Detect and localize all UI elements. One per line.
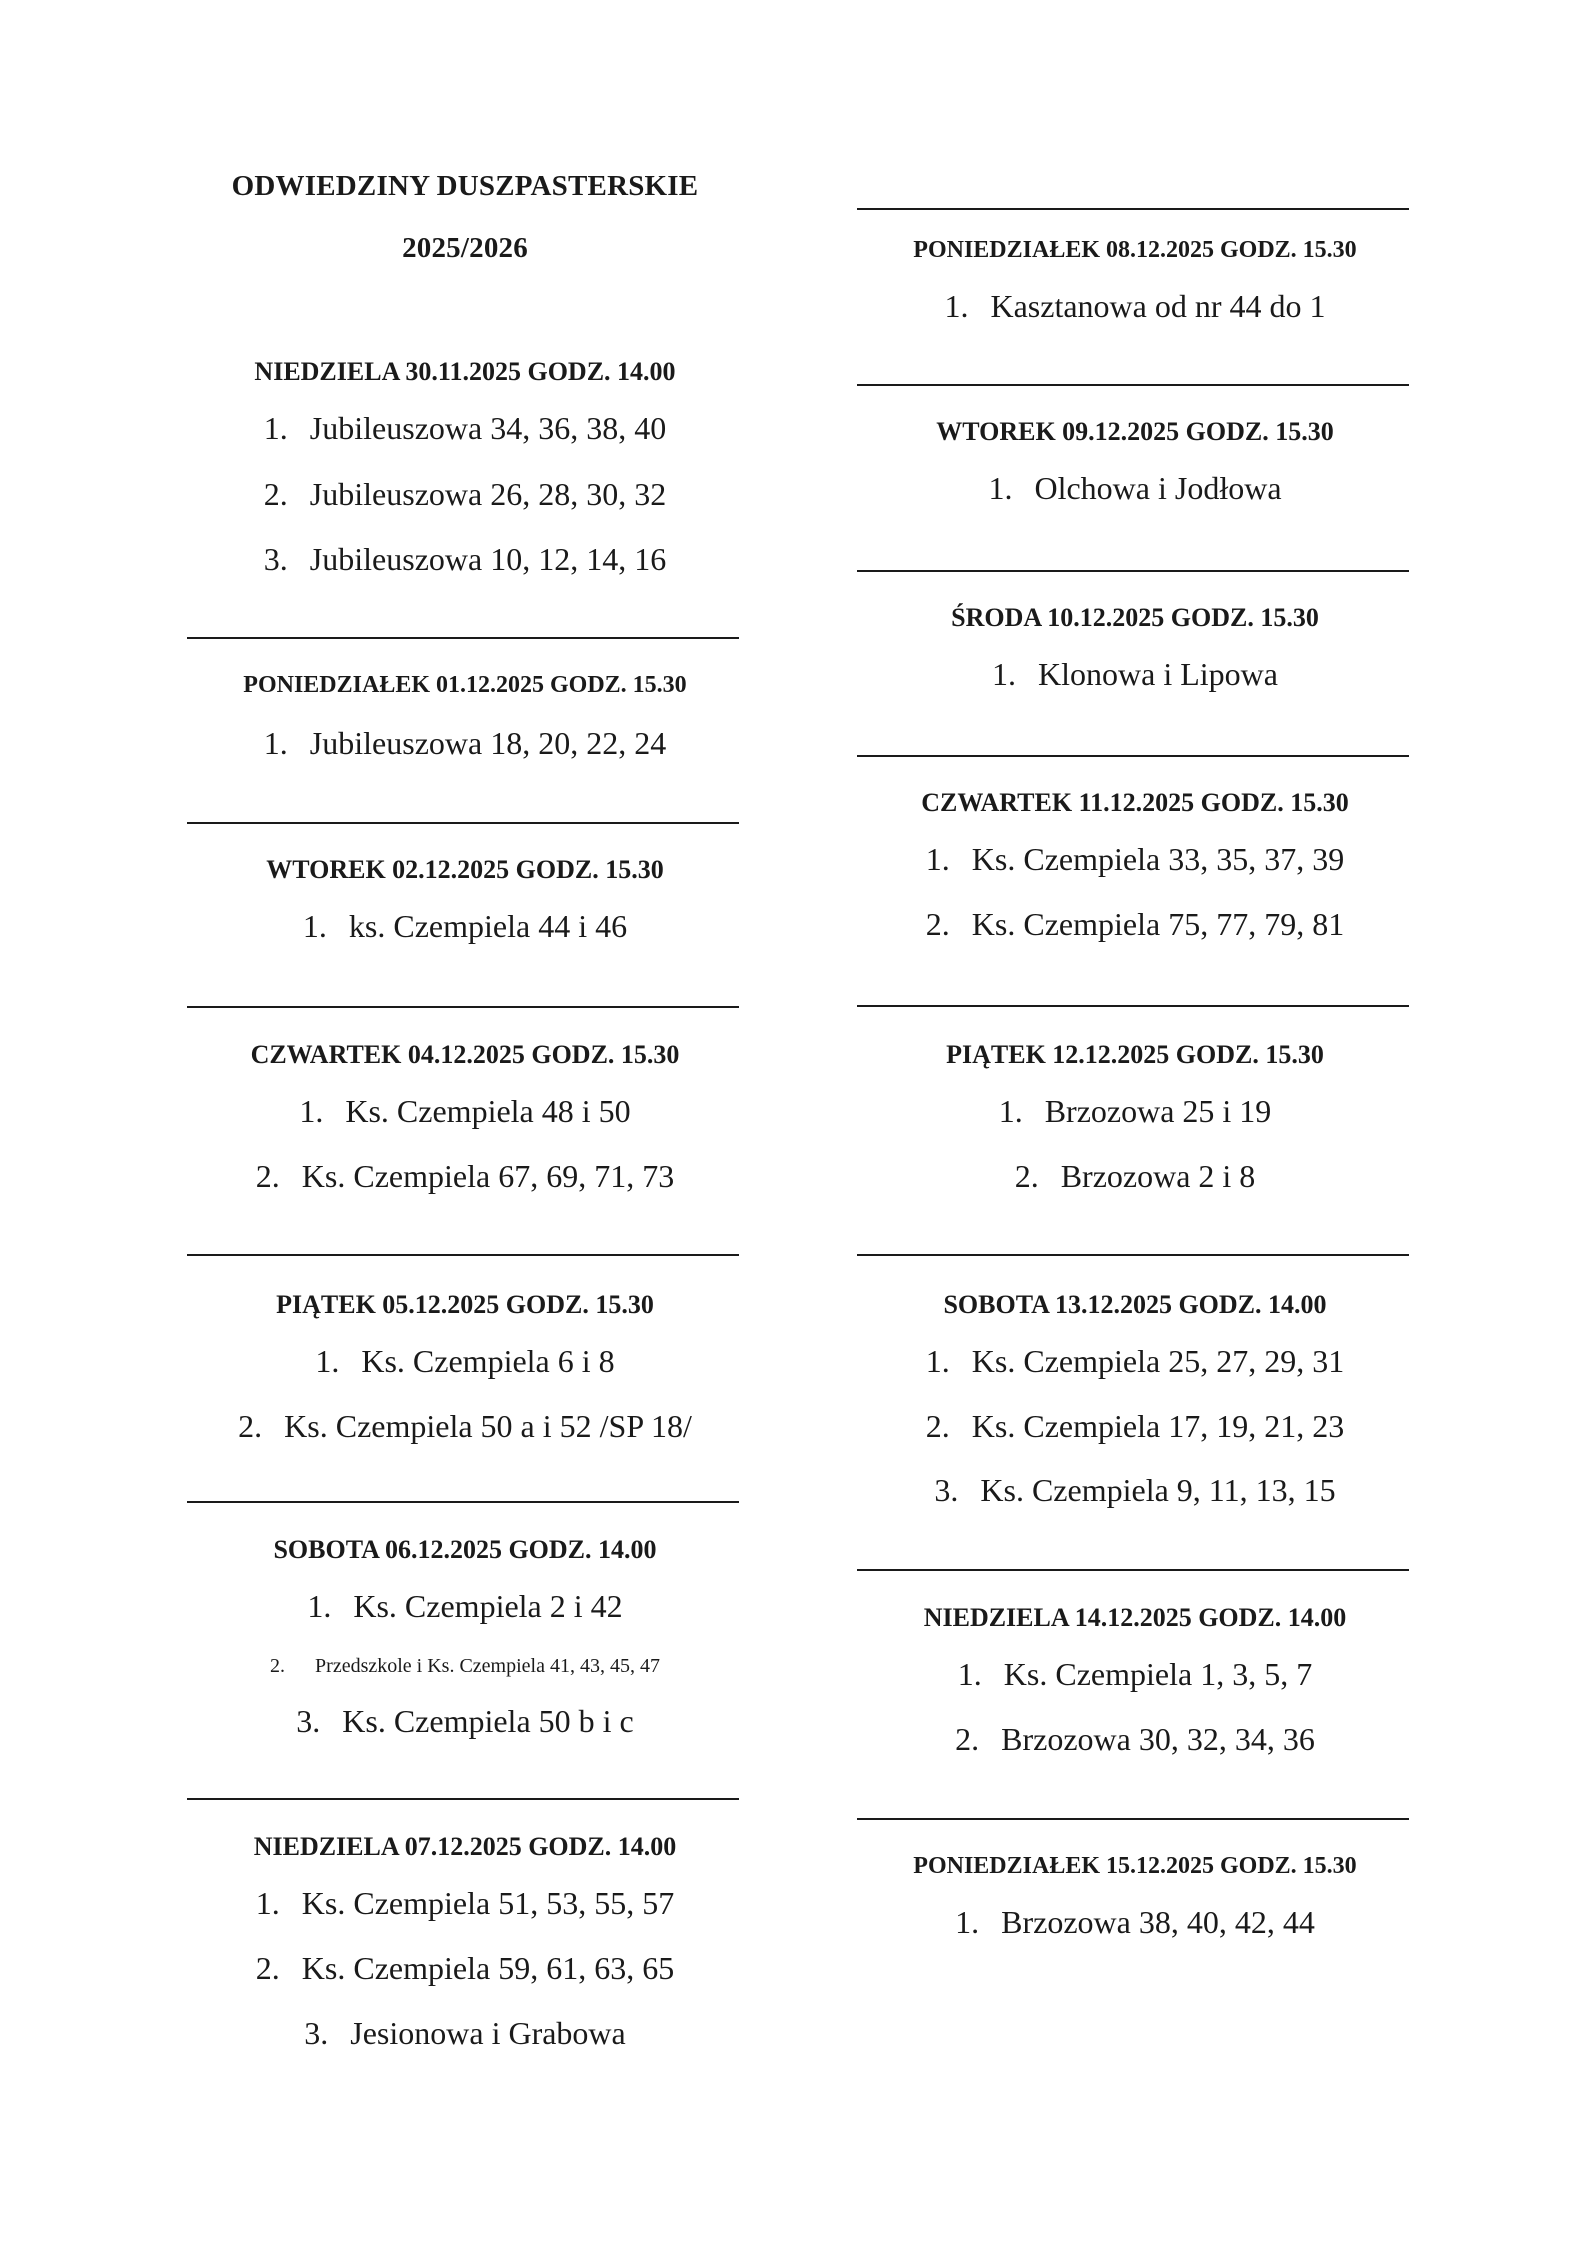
list-item: 2. Ks. Czempiela 50 a i 52 /SP 18/ xyxy=(238,1408,692,1444)
list-item: 1. Kasztanowa od nr 44 do 1 xyxy=(944,288,1326,324)
day-heading: WTOREK 09.12.2025 GODZ. 15.30 xyxy=(936,417,1334,446)
divider xyxy=(187,1006,739,1008)
list-item: 1. Klonowa i Lipowa xyxy=(992,656,1278,692)
divider xyxy=(187,822,739,824)
day-heading: SOBOTA 13.12.2025 GODZ. 14.00 xyxy=(943,1290,1327,1319)
day-heading: CZWARTEK 11.12.2025 GODZ. 15.30 xyxy=(921,788,1349,817)
day-heading: NIEDZIELA 07.12.2025 GODZ. 14.00 xyxy=(253,1832,677,1861)
day-heading: NIEDZIELA 30.11.2025 GODZ. 14.00 xyxy=(254,357,676,386)
day-heading: NIEDZIELA 14.12.2025 GODZ. 14.00 xyxy=(923,1603,1347,1632)
list-item: 3. Ks. Czempiela 9, 11, 13, 15 xyxy=(934,1472,1336,1508)
divider xyxy=(187,1254,739,1256)
day-heading: CZWARTEK 04.12.2025 GODZ. 15.30 xyxy=(250,1040,680,1069)
divider xyxy=(857,1005,1409,1007)
list-item: 1. Ks. Czempiela 48 i 50 xyxy=(299,1093,631,1129)
list-item: 2. Ks. Czempiela 67, 69, 71, 73 xyxy=(255,1158,675,1194)
list-item: 1. ks. Czempiela 44 i 46 xyxy=(302,908,628,944)
divider xyxy=(857,570,1409,572)
divider xyxy=(857,1818,1409,1820)
list-item: 1. Brzozowa 25 i 19 xyxy=(998,1093,1272,1129)
day-heading: WTOREK 02.12.2025 GODZ. 15.30 xyxy=(266,855,664,884)
list-item: 3. Ks. Czempiela 50 b i c xyxy=(296,1703,634,1739)
day-heading: SOBOTA 06.12.2025 GODZ. 14.00 xyxy=(273,1535,657,1564)
list-item: 1. Jubileuszowa 34, 36, 38, 40 xyxy=(263,410,667,446)
list-item: 2. Brzozowa 2 i 8 xyxy=(1014,1158,1256,1194)
document-year: 2025/2026 xyxy=(402,232,528,264)
list-item: 1. Brzozowa 38, 40, 42, 44 xyxy=(955,1904,1315,1940)
day-heading: PONIEDZIAŁEK 01.12.2025 GODZ. 15.30 xyxy=(243,672,687,698)
divider xyxy=(187,1798,739,1800)
list-item: 2. Ks. Czempiela 75, 77, 79, 81 xyxy=(925,906,1345,942)
list-item: 1. Ks. Czempiela 1, 3, 5, 7 xyxy=(957,1656,1313,1692)
divider xyxy=(187,1501,739,1503)
list-item: 3. Jesionowa i Grabowa xyxy=(304,2015,626,2051)
list-item: 1. Ks. Czempiela 25, 27, 29, 31 xyxy=(925,1343,1345,1379)
list-item: 2. Przedszkole i Ks. Czempiela 41, 43, 45, 47 xyxy=(270,1655,660,1677)
divider xyxy=(857,1254,1409,1256)
divider xyxy=(187,637,739,639)
divider xyxy=(857,384,1409,386)
list-item: 1. Ks. Czempiela 2 i 42 xyxy=(307,1588,623,1624)
list-item: 1. Ks. Czempiela 6 i 8 xyxy=(315,1343,615,1379)
day-heading: PONIEDZIAŁEK 08.12.2025 GODZ. 15.30 xyxy=(913,237,1357,263)
list-item: 1. Ks. Czempiela 33, 35, 37, 39 xyxy=(925,841,1345,877)
list-item: 2. Ks. Czempiela 17, 19, 21, 23 xyxy=(925,1408,1345,1444)
day-heading: PONIEDZIAŁEK 15.12.2025 GODZ. 15.30 xyxy=(913,1853,1357,1879)
list-item: 2. Jubileuszowa 26, 28, 30, 32 xyxy=(263,476,667,512)
list-item: 1. Ks. Czempiela 51, 53, 55, 57 xyxy=(255,1885,675,1921)
divider xyxy=(857,755,1409,757)
list-item: 2. Ks. Czempiela 59, 61, 63, 65 xyxy=(255,1950,675,1986)
list-item: 3. Jubileuszowa 10, 12, 14, 16 xyxy=(263,541,667,577)
document-title: ODWIEDZINY DUSZPASTERSKIE xyxy=(231,170,699,202)
day-heading: PIĄTEK 05.12.2025 GODZ. 15.30 xyxy=(276,1290,654,1319)
day-heading: PIĄTEK 12.12.2025 GODZ. 15.30 xyxy=(946,1040,1324,1069)
divider xyxy=(857,1569,1409,1571)
list-item: 1. Olchowa i Jodłowa xyxy=(988,470,1282,506)
day-heading: ŚRODA 10.12.2025 GODZ. 15.30 xyxy=(951,603,1319,632)
divider xyxy=(857,208,1409,210)
list-item: 2. Brzozowa 30, 32, 34, 36 xyxy=(955,1721,1315,1757)
list-item: 1. Jubileuszowa 18, 20, 22, 24 xyxy=(263,725,667,761)
